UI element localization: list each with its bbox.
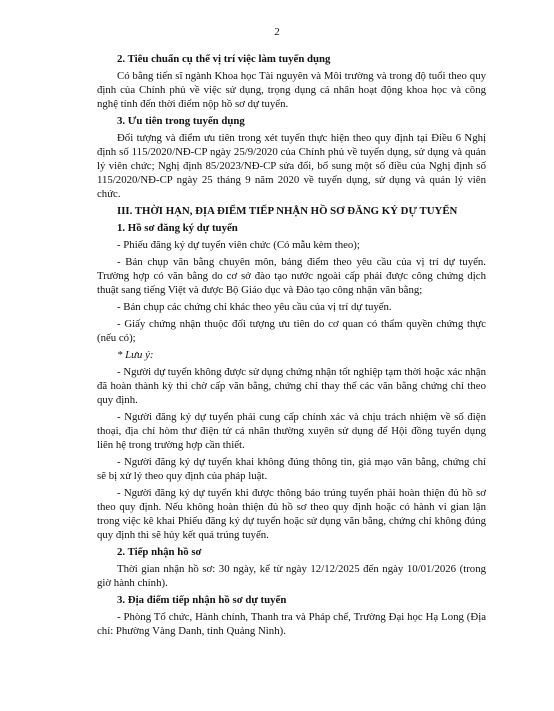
list-item: - Người đăng ký dự tuyển phải cung cấp chính xác và chịu trách nhiệm về số điện thoại, địa chỉ hòm thư điện tử cá nhân thường xuyên sử dụng để Hội đồng tuyển dụng liên hệ trong trường hợp cần thiết.: [97, 411, 486, 451]
list-item: - Người đăng ký dự tuyển khai không đúng thông tin, giả mạo văn bằng, chứng chỉ sẽ bị xử lý theo quy định của pháp luật.: [97, 456, 486, 482]
document-body: [97, 50, 486, 641]
list-item: - Người dự tuyển không được sử dụng chứng nhận tốt nghiệp tạm thời hoặc xác nhận đã hoàn thành kỳ thi chờ cấp văn bằng, chứng chỉ thay thế các văn bằng chứng chỉ theo quy định.: [97, 366, 486, 406]
list-item: - Bản chụp các chứng chỉ khác theo yêu cầu của vị trí dự tuyển.: [117, 301, 392, 313]
heading-location: 3. Địa điểm tiếp nhận hồ sơ dự tuyển: [117, 594, 287, 606]
list-item: - Giấy chứng nhận thuộc đối tượng ưu tiên do cơ quan có thẩm quyền chứng thực (nếu có);: [97, 318, 486, 344]
heading-section-iii: III. THỜI HẠN, ĐỊA ĐIỂM TIẾP NHẬN HỒ SƠ ĐĂNG KÝ DỰ TUYỂN: [117, 205, 458, 217]
paragraph: Đối tượng và điểm ưu tiên trong xét tuyển thực hiện theo quy định tại Điều 6 Nghị định số 115/2020/NĐ-CP ngày 25/9/2020 của Chính phủ về tuyển dụng, sử dụng và quản lý viên chức; Nghị định 85/2023/NĐ-CP sửa đổi, bổ sung một số điều của Nghị định số 115/2020/NĐ-CP ngày 25 tháng 9 năm 2020 về tuyển dụng, sử dụng và quản lý viên chức.: [97, 132, 486, 200]
list-item: - Bản chụp văn bằng chuyên môn, bảng điểm theo yêu cầu của vị trí dự tuyển. Trường hợp có văn bằng do cơ sở đào tạo nước ngoài cấp phải được công chứng dịch thuật sang tiếng Việt và được Bộ Giáo dục và Đào tạo công nhận văn bằng;: [97, 256, 486, 296]
heading-receiving: 2. Tiếp nhận hồ sơ: [117, 546, 202, 558]
list-item: - Người đăng ký dự tuyển khi được thông báo trúng tuyển phải hoàn thiện đủ hồ sơ theo quy định. Nếu không hoàn thiện đủ hồ sơ theo quy định hoặc có hành vi gian lận trong việc kê khai Phiếu đăng ký dự tuyển hoặc sử dụng văn bằng, chứng chỉ không đúng quy định thì sẽ hủy kết quả trúng tuyển.: [97, 487, 486, 541]
heading-priority: 3. Ưu tiên trong tuyển dụng: [117, 115, 245, 127]
page-number: 2: [274, 26, 280, 38]
list-item: - Phiếu đăng ký dự tuyển viên chức (Có mẫu kèm theo);: [117, 239, 360, 251]
heading-application-docs: 1. Hồ sơ đăng ký dự tuyển: [117, 222, 238, 234]
paragraph: - Phòng Tổ chức, Hành chính, Thanh tra và Pháp chế, Trường Đại học Hạ Long (Địa chỉ: Phường Vàng Danh, tỉnh Quảng Ninh).: [97, 611, 486, 637]
note-label: * Lưu ý:: [117, 349, 154, 361]
heading-job-criteria: 2. Tiêu chuẩn cụ thể vị trí việc làm tuyển dụng: [117, 53, 331, 65]
paragraph: Có bằng tiến sĩ ngành Khoa học Tài nguyên và Môi trường và trong độ tuổi theo quy định của Chính phủ về việc sử dụng, trọng dụng cá nhân hoạt động khoa học và công nghệ tính đến thời điểm nộp hồ sơ dự tuyển.: [97, 70, 486, 110]
paragraph: Thời gian nhận hồ sơ: 30 ngày, kể từ ngày 12/12/2025 đến ngày 10/01/2026 (trong giờ hành chính).: [97, 563, 486, 589]
